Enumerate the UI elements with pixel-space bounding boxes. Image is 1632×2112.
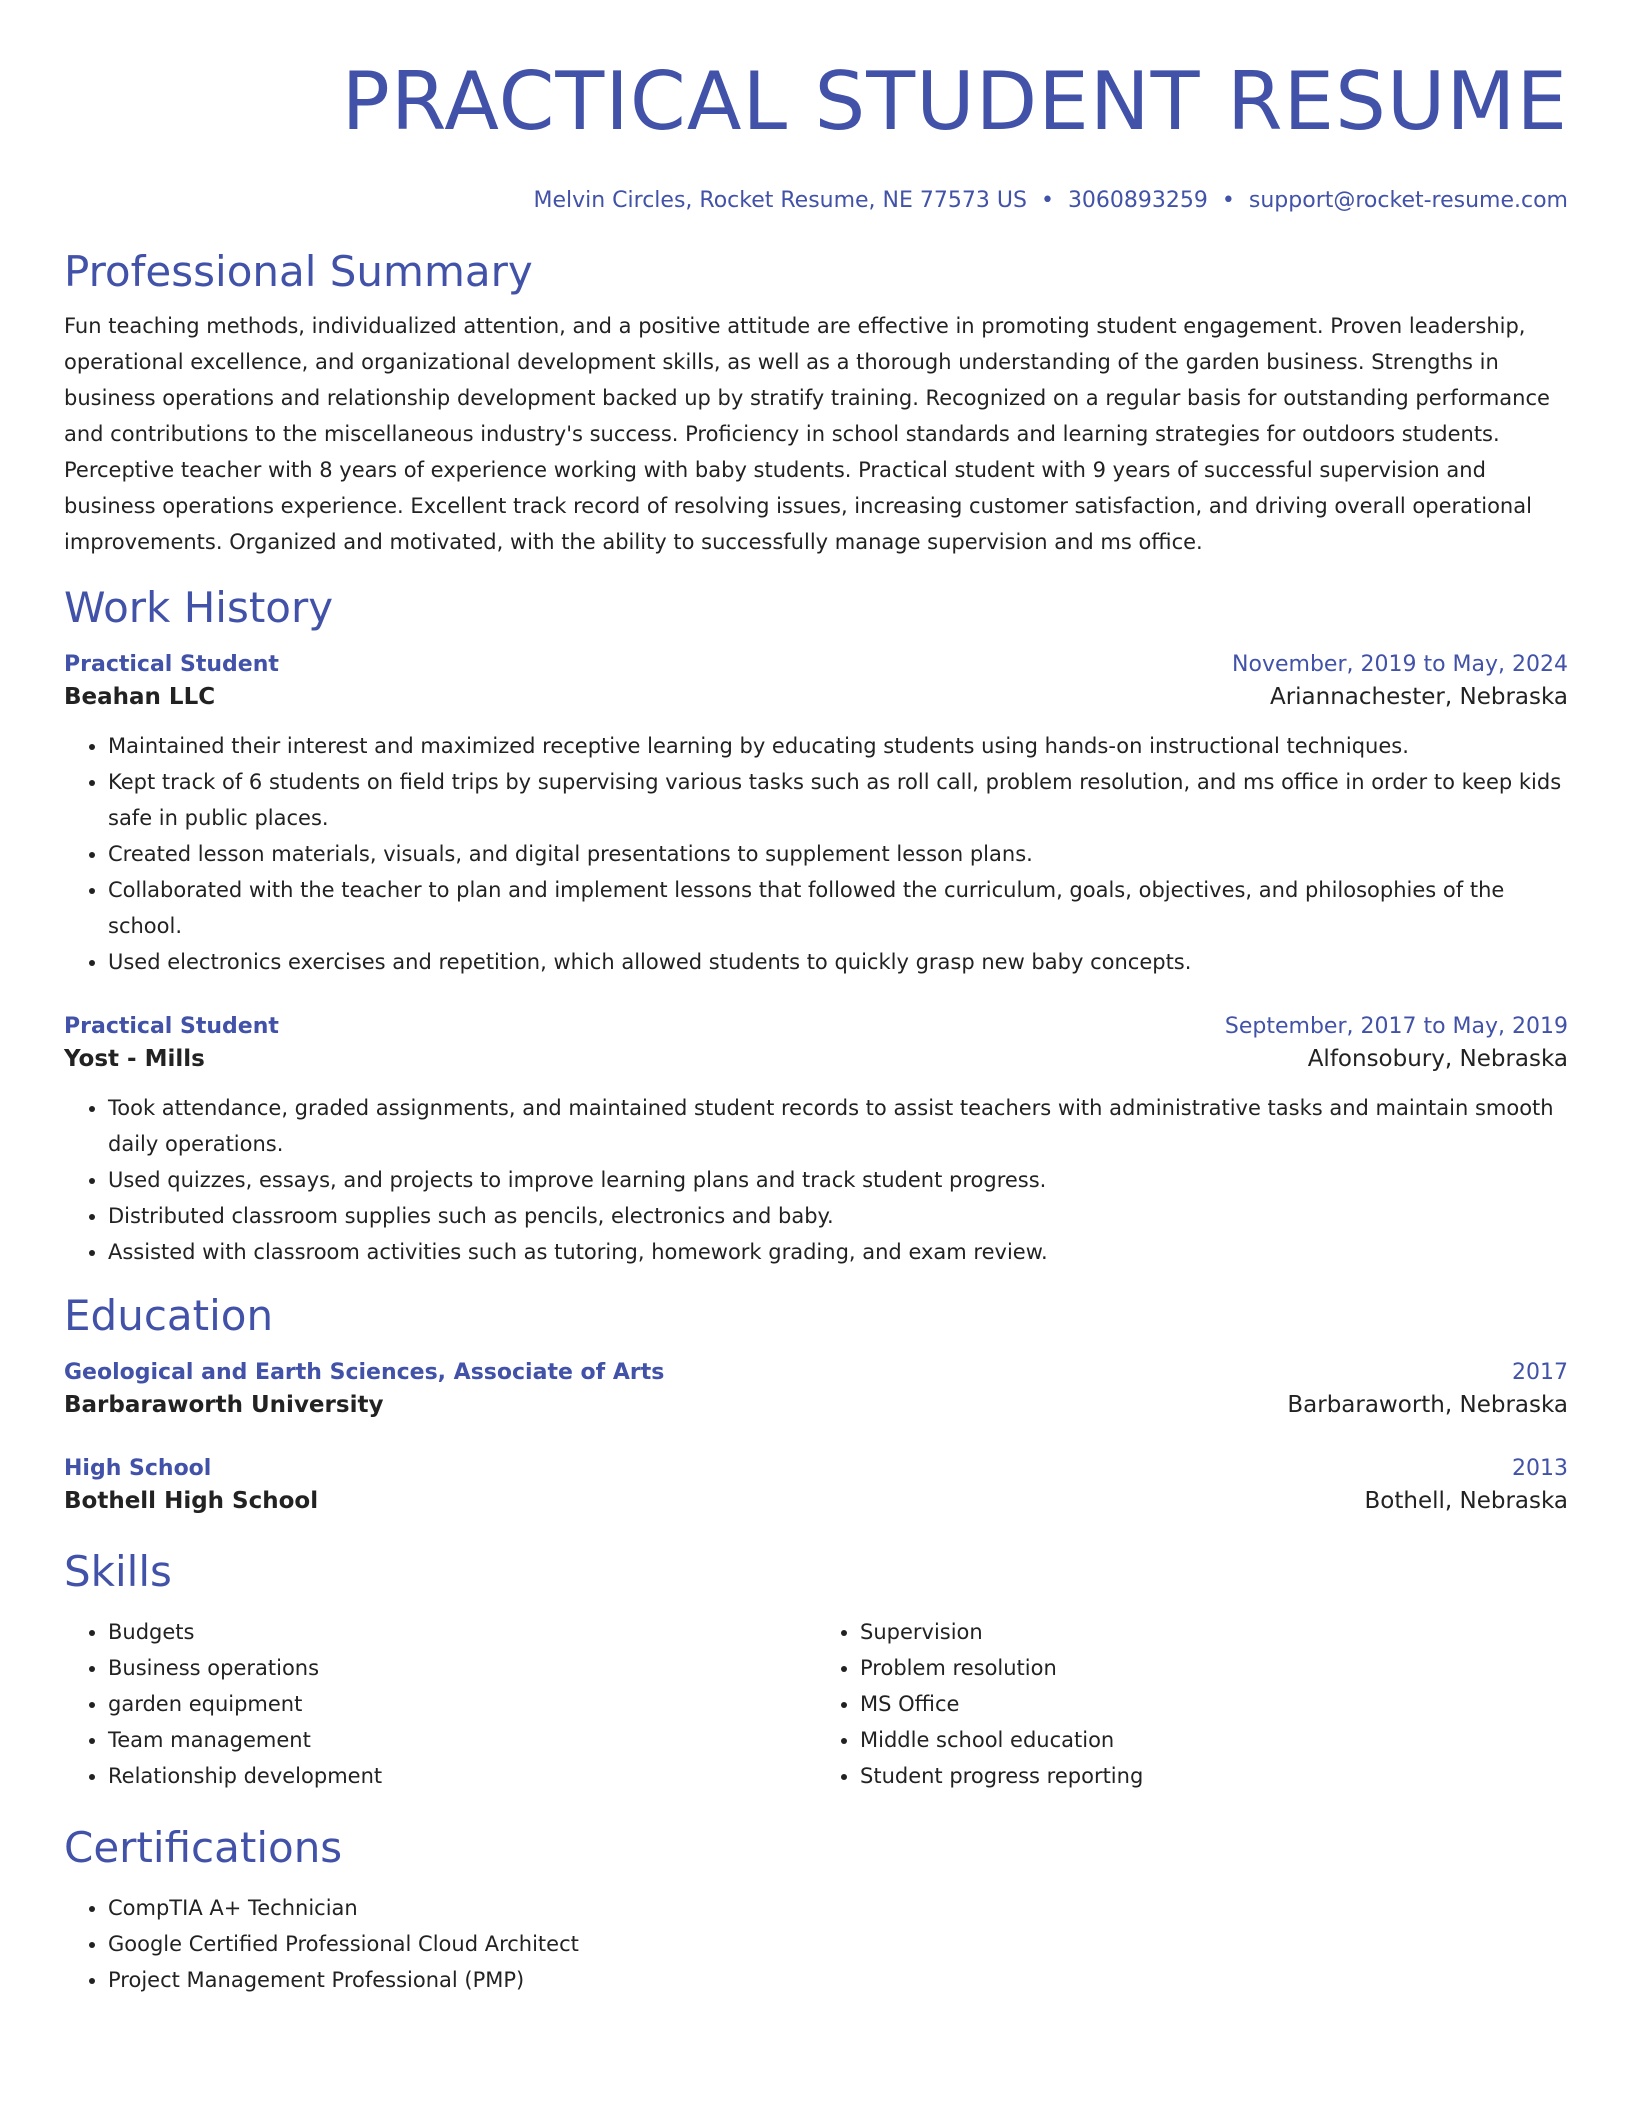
job-entry: [64, 650, 1568, 980]
education-location: Barbaraworth, Nebraska: [1287, 1392, 1568, 1418]
job-header-row: [64, 1012, 1568, 1042]
skill-item: • Student progress reporting: [860, 1758, 1568, 1794]
education-school-row: [64, 1388, 1568, 1422]
skill-item: • Relationship development: [108, 1758, 816, 1794]
education-heading: Education: [64, 1291, 274, 1340]
resume-header: [64, 54, 1568, 216]
skills-grid: [64, 1614, 1568, 1794]
education-year: 2017: [1512, 1360, 1568, 1385]
contact-separator: •: [1040, 188, 1054, 213]
job-title: Practical Student: [64, 652, 279, 677]
education-school-row: [64, 1484, 1568, 1518]
contact-phone: 3060893259: [1067, 188, 1208, 213]
job-header-row: [64, 650, 1568, 680]
contact-line: [64, 186, 1568, 216]
job-title: Practical Student: [64, 1014, 279, 1039]
job-bullet: • Used quizzes, essays, and projects to improve learning plans and track student progress.: [108, 1162, 1568, 1198]
job-entry: [64, 1012, 1568, 1270]
job-company-row: [64, 680, 1568, 714]
job-bullet: • Took attendance, graded assignments, and maintained student records to assist teachers with administrative tasks and maintain smooth daily operations.: [108, 1090, 1568, 1162]
education-school: Barbaraworth University: [64, 1392, 384, 1418]
certification-item: • CompTIA A+ Technician: [108, 1890, 1568, 1926]
education-degree: High School: [64, 1456, 212, 1481]
job-bullet: • Distributed classroom supplies such as pencils, electronics and baby.: [108, 1198, 1568, 1234]
skill-item: • MS Office: [860, 1686, 1568, 1722]
job-dates: September, 2017 to May, 2019: [1224, 1014, 1568, 1039]
skills-column-1: [64, 1614, 816, 1794]
skill-item: • Problem resolution: [860, 1650, 1568, 1686]
skills-heading: Skills: [64, 1547, 172, 1596]
skill-item: • Middle school education: [860, 1722, 1568, 1758]
skill-item: • Team management: [108, 1722, 816, 1758]
job-bullet: • Assisted with classroom activities such as tutoring, homework grading, and exam review.: [108, 1234, 1568, 1270]
education-header-row: [64, 1454, 1568, 1484]
contact-address: Melvin Circles, Rocket Resume, NE 77573 US: [533, 188, 1027, 213]
skills-column-2: [816, 1614, 1568, 1794]
education-entry: [64, 1454, 1568, 1518]
job-bullets: [64, 1090, 1568, 1270]
job-bullets: [64, 728, 1568, 980]
resume-title: PRACTICAL STUDENT RESUME: [341, 55, 1568, 148]
job-bullet: • Maintained their interest and maximized receptive learning by educating students using hands-on instructional techniques.: [108, 728, 1568, 764]
contact-email: support@rocket-resume.com: [1248, 188, 1568, 213]
skill-item: • Budgets: [108, 1614, 816, 1650]
work-history-heading: Work History: [64, 583, 334, 632]
certification-item: • Google Certified Professional Cloud Architect: [108, 1926, 1568, 1962]
education-degree: Geological and Earth Sciences, Associate of Arts: [64, 1360, 665, 1385]
job-bullet: • Kept track of 6 students on field trips by supervising various tasks such as roll call, problem resolution, and ms office in order to keep kids safe in public places.: [108, 764, 1568, 836]
job-bullet: • Collaborated with the teacher to plan and implement lessons that followed the curriculum, goals, objectives, and philosophies of the school.: [108, 872, 1568, 944]
education-entry: [64, 1358, 1568, 1422]
certifications-heading: Certifications: [64, 1823, 343, 1872]
education-year: 2013: [1512, 1456, 1568, 1481]
job-location: Ariannachester, Nebraska: [1269, 684, 1568, 710]
skill-item: • Business operations: [108, 1650, 816, 1686]
contact-separator: •: [1221, 188, 1235, 213]
job-bullet: • Used electronics exercises and repetition, which allowed students to quickly grasp new baby concepts.: [108, 944, 1568, 980]
skill-item: • Supervision: [860, 1614, 1568, 1650]
skill-item: • garden equipment: [108, 1686, 816, 1722]
job-company: Beahan LLC: [64, 684, 216, 710]
job-company-row: [64, 1042, 1568, 1076]
certification-item: • Project Management Professional (PMP): [108, 1962, 1568, 1998]
job-bullet: • Created lesson materials, visuals, and digital presentations to supplement lesson plans.: [108, 836, 1568, 872]
job-company: Yost - Mills: [64, 1046, 205, 1072]
job-dates: November, 2019 to May, 2024: [1232, 652, 1568, 677]
summary-heading: Professional Summary: [64, 247, 533, 296]
summary-text: Fun teaching methods, individualized attention, and a positive attitude are effective in promoting student engagement. Proven leadership, operational excellence, and organizational development skills, as well as a thorough understanding of the garden business. Strengths in business operations and relationship development backed up by stratify training. Recognized on a regular basis for outstanding performance and contributions to the miscellaneous industry's success. Proficiency in school standards and learning strategies for outdoors students. Perceptive teacher with 8 years of experience working with baby students. Practical student with 9 years of successful supervision and business operations experience. Excellent track record of resolving issues, increasing customer satisfaction, and driving overall operational improvements. Organized and motivated, with the ability to successfully manage supervision and ms office.: [64, 314, 1550, 554]
job-location: Alfonsobury, Nebraska: [1307, 1046, 1568, 1072]
education-location: Bothell, Nebraska: [1364, 1488, 1568, 1514]
education-school: Bothell High School: [64, 1488, 319, 1514]
certifications-list: [64, 1890, 1568, 1998]
education-header-row: [64, 1358, 1568, 1388]
